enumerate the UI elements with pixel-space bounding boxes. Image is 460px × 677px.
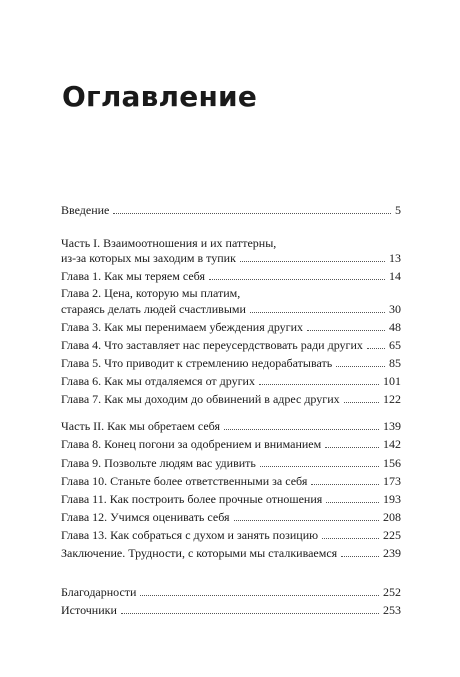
toc-entry-page: 173 (383, 474, 401, 488)
toc-entry-page: 122 (383, 392, 401, 406)
toc-entry-ch12[interactable] (61, 510, 401, 524)
toc-entry-label: Глава 9. Позвольте людям вас удивить (61, 456, 256, 470)
toc-entry-label: Глава 3. Как мы перенимаем убеждения других (61, 320, 304, 334)
toc-entry-page: 30 (389, 302, 401, 316)
dot-leader (140, 595, 379, 596)
toc-entry-label: Глава 1. Как мы теряем себя (61, 269, 205, 283)
toc-entry-intro[interactable] (61, 203, 401, 217)
toc-entry-label: Глава 4. Что заставляет нас переусердствовать ради других (61, 338, 363, 352)
toc-entry-page: 193 (383, 492, 401, 506)
toc-ch2-title-line1: Глава 2. Цена, которую мы платим, (61, 286, 241, 300)
toc-entry-ch10[interactable] (61, 474, 401, 488)
dot-leader (234, 520, 379, 521)
toc-entry-page: 139 (383, 419, 401, 433)
toc-entry-ch4[interactable] (61, 338, 401, 352)
toc-entry-ch11[interactable] (61, 492, 401, 506)
toc-entry-ch7[interactable] (61, 392, 401, 406)
toc-entry-label: Глава 13. Как собраться с духом и занять позицию (61, 528, 319, 542)
toc-entry-page: 13 (389, 251, 401, 265)
toc-entry-page: 225 (383, 528, 401, 542)
toc-part1-title-line1: Часть I. Взаимоотношения и их паттерны, (61, 236, 277, 250)
dot-leader (367, 348, 385, 349)
toc-entry-page: 208 (383, 510, 401, 524)
toc-entry-sources[interactable] (61, 603, 401, 617)
toc-entry-label: Глава 11. Как построить более прочные отношения (61, 492, 323, 506)
dot-leader (209, 279, 385, 280)
toc-entry-label: Глава 10. Станьте более ответственными за себя (61, 474, 308, 488)
toc-entry-label: Заключение. Трудности, с которыми мы сталкиваемся (61, 546, 338, 560)
dot-leader (259, 384, 379, 385)
toc-entry-page: 156 (383, 456, 401, 470)
toc-entry-page: 85 (389, 356, 401, 370)
toc-entry-label: стараясь делать людей счастливыми (61, 302, 246, 316)
toc-entry-label: Глава 8. Конец погони за одобрением и вниманием (61, 437, 322, 451)
toc-entry-label: Часть II. Как мы обретаем себя (61, 419, 221, 433)
toc-entry-page: 48 (389, 320, 401, 334)
dot-leader (250, 312, 385, 313)
toc-entry-page: 101 (383, 374, 401, 388)
dot-leader (121, 613, 379, 614)
toc-entry-page: 142 (383, 437, 401, 451)
toc-entry-label: из-за которых мы заходим в тупик (61, 251, 236, 265)
toc-entry-part2[interactable] (61, 419, 401, 433)
toc-entry-ch6[interactable] (61, 374, 401, 388)
toc-entry-label: Благодарности (61, 585, 137, 599)
dot-leader (341, 556, 379, 557)
dot-leader (240, 261, 385, 262)
dot-leader (344, 402, 379, 403)
dot-leader (113, 213, 391, 214)
toc-entry-label: Глава 12. Учимся оценивать себя (61, 510, 230, 524)
toc-entry-ch13[interactable] (61, 528, 401, 542)
toc-entry-ch1[interactable] (61, 269, 401, 283)
toc-entry-page: 252 (383, 585, 401, 599)
toc-entry-page: 239 (383, 546, 401, 560)
toc-entry-conclusion[interactable] (61, 546, 401, 560)
toc-entry-ch2[interactable] (61, 302, 401, 316)
dot-leader (260, 466, 379, 467)
toc-entry-label: Глава 5. Что приводит к стремлению недорабатывать (61, 356, 333, 370)
toc-entry-page: 5 (395, 203, 401, 217)
dot-leader (307, 330, 385, 331)
dot-leader (311, 484, 379, 485)
dot-leader (326, 502, 379, 503)
toc-entry-page: 14 (389, 269, 401, 283)
toc-entry-label: Глава 7. Как мы доходим до обвинений в адрес других (61, 392, 340, 406)
toc-entry-ch8[interactable] (61, 437, 401, 451)
page-title: Оглавление (62, 80, 258, 113)
toc-entry-ch3[interactable] (61, 320, 401, 334)
toc-entry-label: Глава 6. Как мы отдаляемся от других (61, 374, 255, 388)
toc-entry-thanks[interactable] (61, 585, 401, 599)
toc-entry-part1[interactable] (61, 251, 401, 265)
dot-leader (325, 447, 379, 448)
toc-entry-label: Введение (61, 203, 110, 217)
dot-leader (322, 538, 379, 539)
toc-entry-page: 65 (389, 338, 401, 352)
toc-entry-page: 253 (383, 603, 401, 617)
toc-entry-ch5[interactable] (61, 356, 401, 370)
toc-entry-ch9[interactable] (61, 456, 401, 470)
toc-entry-label: Источники (61, 603, 117, 617)
dot-leader (224, 429, 379, 430)
dot-leader (336, 366, 385, 367)
